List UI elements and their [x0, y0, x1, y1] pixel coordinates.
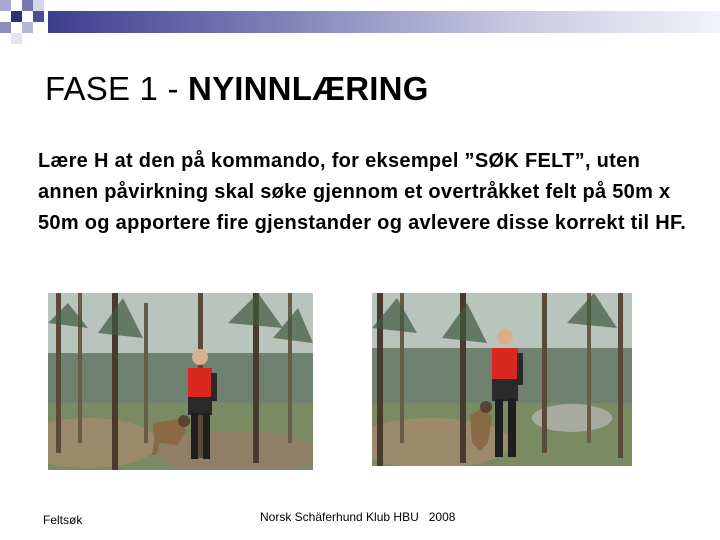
handler-with-dog-photo-icon [372, 293, 632, 466]
title-bold: NYINNLÆRING [188, 70, 429, 107]
footer-left-text: Feltsøk [43, 513, 83, 527]
footer-center-text: Norsk Schäferhund Klub HBU 2008 [260, 510, 456, 524]
slide-header-decoration [0, 0, 720, 48]
handler-with-dog-photo-icon [48, 293, 313, 470]
forest-photo-left [48, 293, 313, 470]
slide-title [45, 70, 429, 108]
header-gradient-bar [48, 11, 720, 33]
forest-photo-right [372, 293, 632, 466]
slide-body-text: Lære H at den på kommando, for eksempel ”SØK FELT”, uten annen påvirkning skal søke gjennom et overtråkket felt på 50m x 50m og apportere fire gjenstander og avlevere disse korrekt til HF. [38, 150, 687, 234]
title-prefix: FASE 1 - [45, 70, 189, 107]
